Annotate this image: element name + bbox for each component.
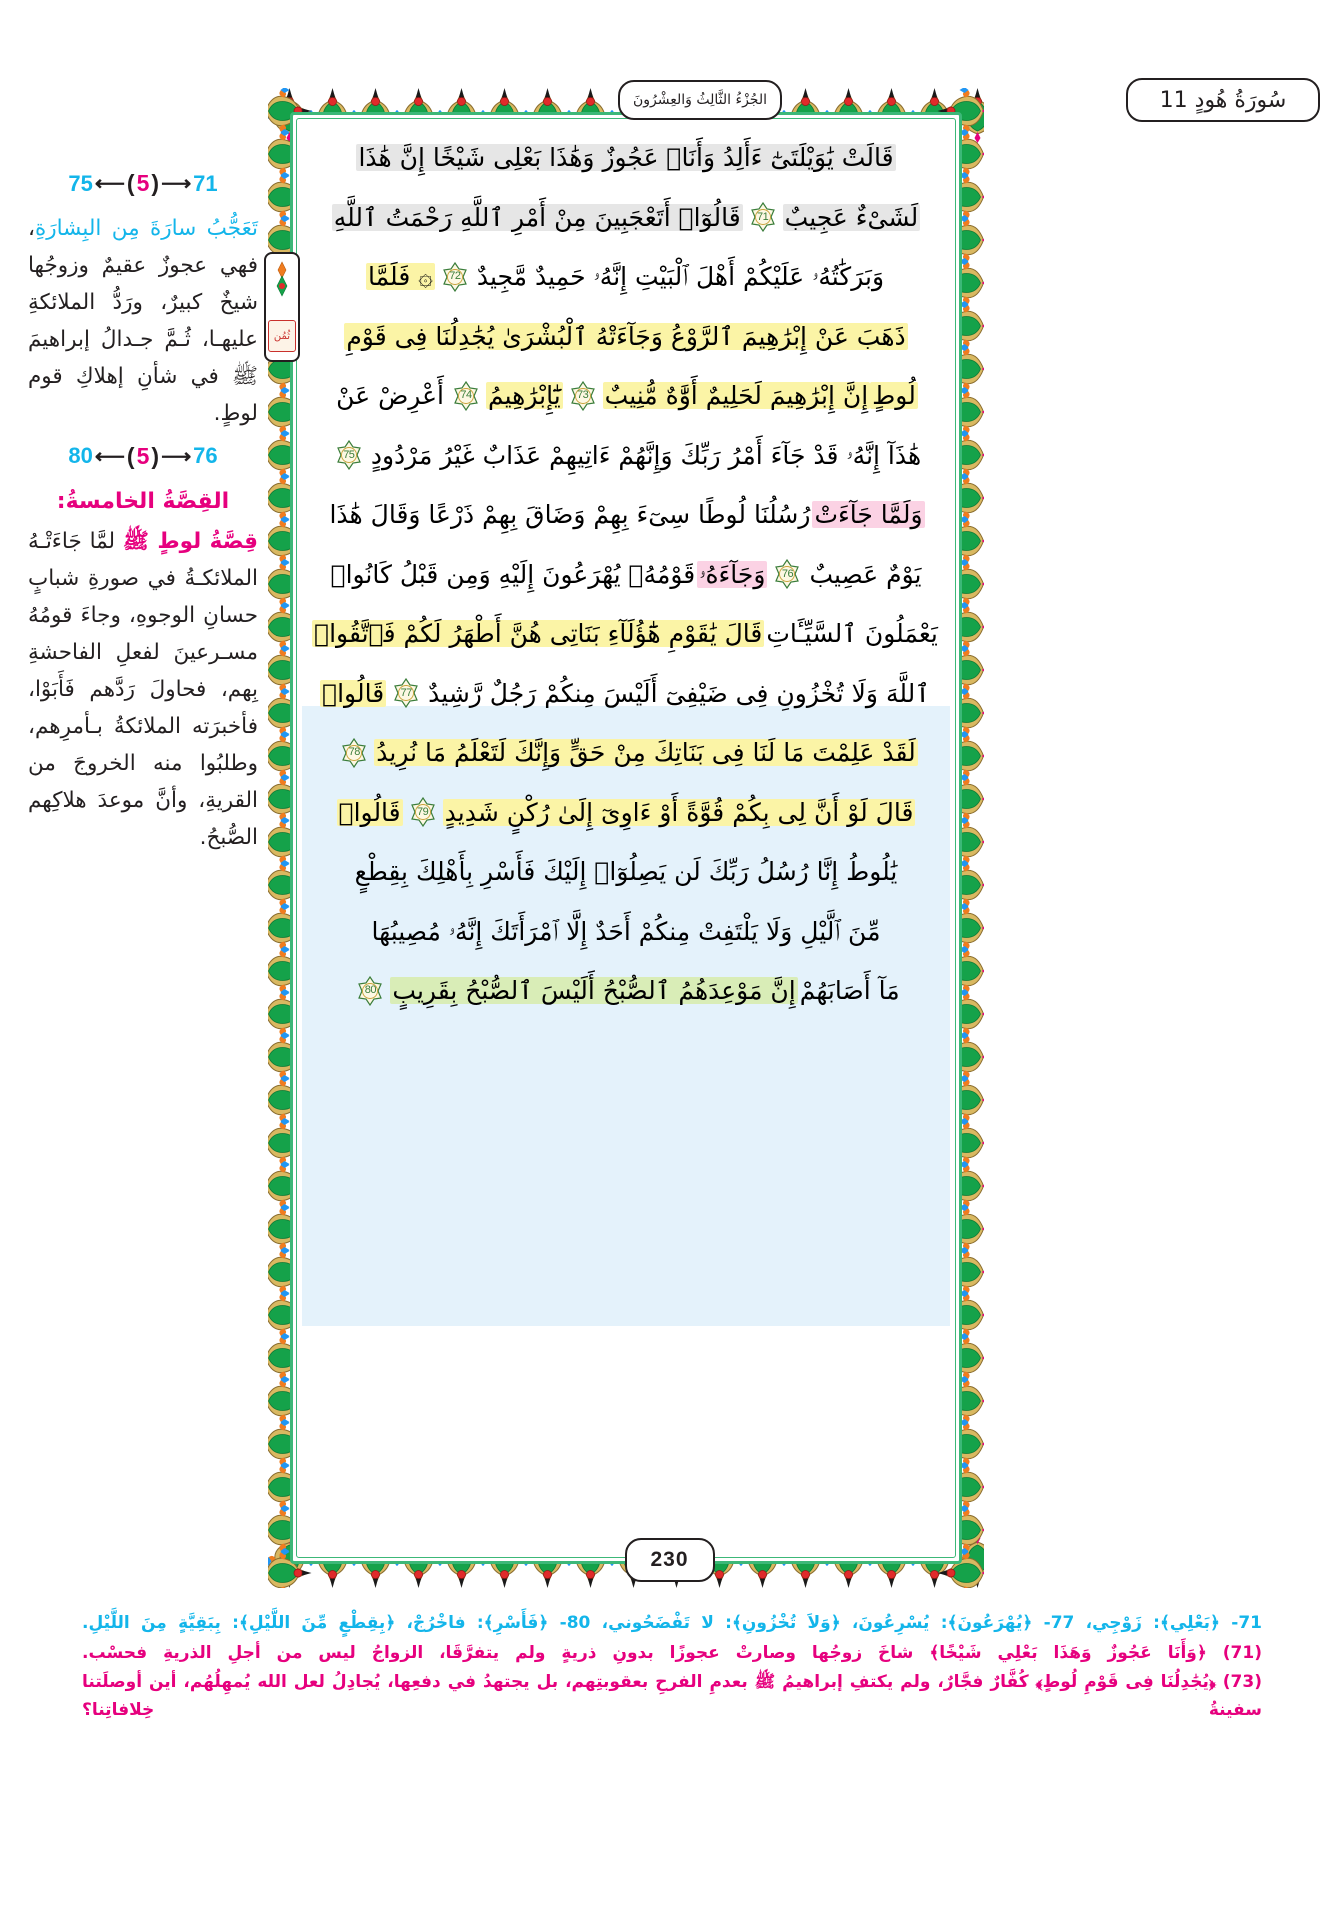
thumn-label: ثُمُن bbox=[273, 330, 291, 342]
quran-text-segment: يَٰلُوطُ إِنَّا رُسُلُ رَبِّكَ لَن يَصِلُوٓا۟ إِلَيْكَ فَأَسْرِ بِأَهْلِكَ بِقِطْعٍ bbox=[354, 857, 898, 887]
ayah-number: 77 bbox=[400, 686, 412, 699]
sidebar-text-76-80 bbox=[28, 524, 258, 857]
quran-text-segment: وَجَآءَهُۥ bbox=[699, 559, 766, 589]
range-paren-close: ) bbox=[151, 170, 160, 196]
quran-text-segment: لَشَىْءٌ عَجِيبٌ bbox=[784, 202, 919, 232]
sidebar-body-76-80: لمَّا جَاءَتْـهُ الملائكـةُ في صورةِ شبابٍ حسانِ الوجوهِ، وجاءَ قومُهُ مسـرعينَ لفعلِ الفاحشةِ بِهم، فحاولَ رَدَّهم فَأَبَوْا، فأخبرَته الملائكةُ بـأمرِهم، وطلبُوا منه الخروجَ من القريةِ، وأنَّ موعدَ هلاكِهم الصُّبحُ. bbox=[28, 529, 258, 850]
ayah-number: 74 bbox=[460, 389, 472, 402]
sidebar-heading-76-80: القِصَّةُ الخامسةُ: bbox=[56, 488, 230, 514]
sidebar-commentary bbox=[28, 160, 258, 861]
ayah-number: 79 bbox=[417, 805, 429, 818]
quran-text-segment: قَالَ لَوْ أَنَّ لِى بِكُمْ قُوَّةً أَوْ ءَاوِىٓ إِلَىٰ رُكْنٍ شَدِيدٍ bbox=[444, 797, 914, 827]
range-from: 71 bbox=[193, 170, 218, 196]
quran-text-segment: ۞ فَلَمَّا bbox=[367, 262, 433, 292]
ayah-number: 78 bbox=[348, 746, 360, 759]
sidebar-heading-71-75: تَعَجُّبُ سارَةَ مِن البِشارَةِ bbox=[34, 216, 258, 241]
quran-line bbox=[308, 664, 944, 724]
quran-text-segment: أَعْرِضْ عَنْ bbox=[336, 381, 444, 411]
sidebar-text-71-75 bbox=[28, 211, 258, 433]
quran-line bbox=[308, 307, 944, 367]
quran-text-segment: ذَهَبَ عَنْ إِبْرَٰهِيمَ ٱلرَّوْعُ وَجَآءَتْهُ ٱلْبُشْرَىٰ يُجَٰدِلُنَا فِى قَوْمِ bbox=[346, 321, 906, 351]
quran-text-segment: لُوطٍ bbox=[872, 381, 916, 411]
ayah-number-marker bbox=[355, 976, 385, 1006]
verse-range-71-75 bbox=[28, 170, 258, 197]
ayah-number: 76 bbox=[781, 567, 794, 580]
quran-line bbox=[308, 545, 944, 605]
quran-text-segment: قَالُوا۟ bbox=[322, 678, 385, 708]
ayah-number: 73 bbox=[577, 389, 589, 402]
quran-text-segment: يَٰٓإِبْرَٰهِيمُ bbox=[487, 381, 561, 411]
footnote-73: (73) ﴿يُجَٰدِلُنَا فِى قَوْمِ لُوطٍ﴾ كُفَّارٌ فجَّارٌ، ولم يكتفِ إبراهيمُ ﷺ بعدمِ الفرحِ بعقوبتِهم، بل يجتهدُ في دفعِها، يُجادِلُ لعل الله يُمهِلُهُم، أين أوصلَتنا سفينةُ خِلافاتِنا؟ bbox=[82, 1672, 1262, 1720]
quran-text-segment: إِنَّ إِبْرَٰهِيمَ لَحَلِيمٌ أَوَّٰهٌ مُّنِيبٌ bbox=[604, 381, 869, 411]
quran-text-segment: يَوْمٌ عَصِيبٌ bbox=[809, 559, 922, 589]
quran-text-segment: يَعْمَلُونَ ٱلسَّيِّـَٔاتِ bbox=[766, 619, 938, 649]
quran-line bbox=[308, 485, 944, 545]
arrow-right-icon-2: ⟶ bbox=[161, 444, 192, 468]
hizb-cartouche bbox=[618, 80, 782, 120]
quran-text-segment: قَوْمُهُۥ يُهْرَعُونَ إِلَيْهِ وَمِن قَبْلُ كَانُوا۟ bbox=[330, 559, 696, 589]
quran-text-area bbox=[300, 124, 952, 1524]
footnote-71: (71) ﴿وَأَنَا عَجُوزٌ وَهَذَا بَعْلِي شَيْخًا﴾ شاخَ زوجُها وصارتْ عجوزًا بدونِ ذريةٍ ولم يتفرَّقَا، الزواجُ ليس من أجلِ الذريةِ فحسْب. bbox=[82, 1642, 1262, 1663]
thumn-label-box bbox=[268, 320, 296, 352]
quran-text-segment: قَالَ يَٰقَوْمِ هَٰٓؤُلَآءِ بَنَاتِى هُنَّ أَطْهَرُ لَكُمْ فَٱتَّقُوا۟ bbox=[314, 619, 763, 649]
ayah-number: 72 bbox=[449, 270, 461, 283]
range-to: 75 bbox=[68, 170, 93, 196]
quran-text-segment: وَبَرَكَٰتُهُۥ عَلَيْكُمْ أَهْلَ ٱلْبَيْتِ إِنَّهُۥ حَمِيدٌ مَّجِيدٌ bbox=[476, 262, 885, 292]
ayah-number: 75 bbox=[343, 448, 355, 461]
arrow-left-icon-2: ⟵ bbox=[94, 444, 125, 468]
quran-text-segment: قَالُوٓا۟ أَتَعْجَبِينَ مِنْ أَمْرِ ٱللَّهِ رَحْمَتُ ٱللَّهِ bbox=[333, 202, 741, 232]
quran-text-segment: مَآ أَصَابَهُمْ bbox=[799, 976, 900, 1006]
thumn-marker bbox=[264, 252, 300, 362]
quran-text-segment: قَالَتْ يَٰوَيْلَتَىٰٓ ءَأَلِدُ وَأَنَا۠ عَجُوزٌ وَهَٰذَا بَعْلِى شَيْخًا إِنَّ هَٰذَا bbox=[358, 143, 894, 173]
ayah-number-marker bbox=[339, 738, 369, 768]
quran-line bbox=[308, 723, 944, 783]
sidebar-block-76-80 bbox=[28, 443, 258, 857]
footnote-lexical: 71- ﴿بَعْلِي﴾: زَوْجِي، 77- ﴿يُهْرَعُونَ﴾: يُسْرِعُونَ، ﴿وَلاَ تُخْزُونِ﴾: لا تَفْضَحُوني، 80- ﴿فَأَسْرِ﴾: فاخْرُجْ، ﴿بِقِطْعٍ مِّنَ اللَّيْلِ﴾: بِبَقِيَّةٍ مِنَ اللَّيْلِ. bbox=[82, 1613, 1263, 1633]
range-paren-open-2: ( bbox=[126, 442, 135, 469]
ayah-number: 71 bbox=[757, 210, 769, 223]
quran-text-segment: هَٰذَآ إِنَّهُۥ قَدْ جَآءَ أَمْرُ رَبِّكَ وَإِنَّهُمْ ءَاتِيهِمْ عَذَابٌ غَيْرُ مَرْدُودٍ bbox=[370, 440, 922, 470]
surah-title: سُورَةُ هُودٍ 11 bbox=[1159, 87, 1287, 113]
quran-text-segment: مِّنَ ٱلَّيْلِ وَلَا يَلْتَفِتْ مِنكُمْ أَحَدٌ إِلَّا ٱمْرَأَتَكَ إِنَّهُۥ مُصِيبُهَا bbox=[371, 916, 881, 946]
sidebar-block-71-75 bbox=[28, 170, 258, 433]
page-number-cartouche bbox=[625, 1538, 715, 1582]
quran-line bbox=[308, 604, 944, 664]
quran-text-segment: إِنَّ مَوْعِدَهُمُ ٱلصُّبْحُ أَلَيْسَ ٱلصُّبْحُ بِقَرِيبٍ bbox=[392, 976, 796, 1006]
ayah-number: 80 bbox=[364, 984, 377, 997]
ayah-number-marker bbox=[772, 559, 802, 589]
arrow-left-icon: ⟵ bbox=[94, 172, 125, 195]
ayah-number-marker bbox=[748, 202, 778, 232]
quran-line bbox=[308, 426, 944, 486]
quran-line bbox=[308, 842, 944, 902]
thumn-ornament-icon bbox=[273, 260, 291, 300]
quran-line bbox=[308, 188, 944, 248]
range-count-2: 5 bbox=[136, 442, 150, 469]
verse-range-76-80 bbox=[28, 443, 258, 470]
quran-line bbox=[308, 783, 944, 843]
quran-text-segment: ٱللَّهَ وَلَا تُخْزُونِ فِى ضَيْفِىٓ أَلَيْسَ مِنكُمْ رَجُلٌ رَّشِيدٌ bbox=[428, 678, 930, 708]
ayah-number-marker bbox=[334, 440, 364, 470]
range-paren-open: ( bbox=[126, 170, 135, 196]
sidebar-body-lead-76-80: قِصَّةُ لوطٍ ﷺ bbox=[122, 529, 258, 555]
range-to-2: 80 bbox=[68, 443, 93, 469]
page-number: 230 bbox=[650, 1548, 689, 1571]
range-paren-close-2: ) bbox=[151, 442, 160, 469]
quran-line bbox=[308, 902, 944, 962]
quran-line bbox=[308, 247, 944, 307]
arrow-right-icon: ⟶ bbox=[161, 172, 192, 195]
hizb-label: الجُزْءُ الثَّالِثُ وَالعِشْرُونَ bbox=[633, 92, 767, 108]
quran-line bbox=[308, 366, 944, 426]
quran-text-segment: لَقَدْ عَلِمْتَ مَا لَنَا فِى بَنَاتِكَ مِنْ حَقٍّ وَإِنَّكَ لَتَعْلَمُ مَا نُرِيدُ bbox=[376, 738, 916, 768]
footnotes-area bbox=[82, 1610, 1262, 1726]
ayah-number-marker bbox=[440, 262, 470, 292]
ayah-number-marker bbox=[408, 797, 438, 827]
surah-title-cartouche bbox=[1126, 78, 1320, 122]
ayah-number-marker bbox=[391, 678, 421, 708]
quran-line bbox=[308, 961, 944, 1021]
range-from-2: 76 bbox=[193, 443, 218, 469]
ayah-number-marker bbox=[451, 381, 481, 411]
quran-line bbox=[308, 128, 944, 188]
range-count: 5 bbox=[136, 170, 150, 196]
quran-text-segment: رُسُلُنَا لُوطًا سِىٓءَ بِهِمْ وَضَاقَ بِهِمْ ذَرْعًا وَقَالَ هَٰذَا bbox=[329, 500, 811, 530]
quran-text-segment: وَلَمَّا جَآءَتْ bbox=[814, 500, 923, 530]
sidebar-body-71-75: ، فهي عجوزٌ عقيمٌ وزوجُها شيخٌ كبيرٌ، ورَدُّ الملائكةِ عليهـا، ثُـمَّ جـدالُ إبراهيمَ ﷺ في شأنِ إهلاكِ قوم لوطٍ. bbox=[28, 216, 258, 426]
ayah-number-marker bbox=[568, 381, 598, 411]
quran-text-segment: قَالُوا۟ bbox=[338, 797, 401, 827]
